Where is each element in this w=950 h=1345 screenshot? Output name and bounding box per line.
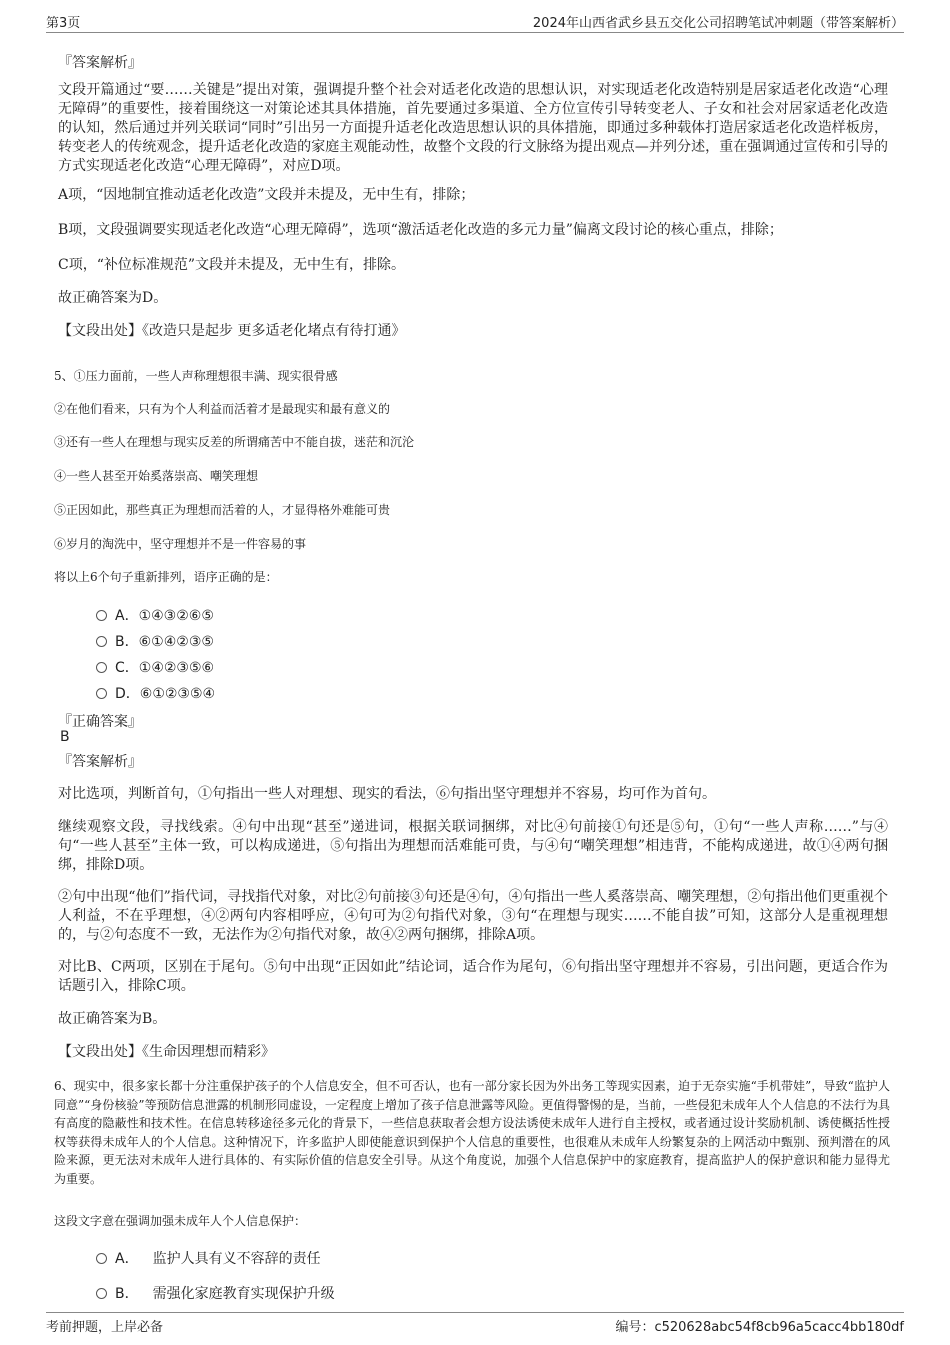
q4-analysis-option-c: C项，“补位标准规范”文段并未提及，无中生有，排除。: [58, 257, 406, 273]
q5-conclusion: 故正确答案为B。: [58, 1011, 167, 1027]
option-letter: B．: [115, 1286, 139, 1302]
page-header: [46, 10, 904, 33]
q4-analysis-heading: 『答案解析』: [58, 55, 142, 71]
q5-answer-heading: 『正确答案』: [58, 714, 142, 730]
document-code: [615, 1316, 904, 1335]
q4-analysis-paragraph: 文段开篇通过“要……关键是”提出对策，强调提升整个社会对适老化改造的思想认识，对实现适老化改造特别是居家适老化改造“心理无障碍”的重要性，接着围绕这一对策论述其具体措施，首先要通过多渠道、全方位宣传引导转变老人、子女和社会对居家适老化改造的认知，然后通过并列关联词“同时”引出另一方面提升适老化改造思想认识的具体措施，即通过多种载体打造居家适老化改造样板房，转变老人的传统观念，提升适老化改造的家庭主观能动性，故整个文段的行文脉络为提出观点—并列分述，重在强调通过宣传和引导的方式实现适老化改造“心理无障碍”，对应D项。: [58, 82, 888, 174]
q5-sentence-5: ⑤正因如此，那些真正为理想而活着的人，才显得格外难能可贵: [54, 503, 391, 517]
q5-analysis-paragraph-2: 继续观察文段，寻找线索。④句中出现“甚至”递进词，根据关联词捆绑，对比④句前接①句还是⑤句，①句“一些人声称……”与④句“一些人甚至”主体一致，可以构成递进，⑤句指出为理想而活难能可贵，与④句“嘲笑理想”相违背，不能构成递进，故①④两句捆绑，排除D项。: [58, 819, 888, 873]
code-label: 编号：: [615, 1320, 655, 1335]
option-text: ⑥①②③⑤④: [139, 686, 216, 702]
option-letter: A．: [115, 608, 139, 624]
q5-analysis-paragraph-1: 对比选项，判断首句，①句指出一些人对理想、现实的看法，⑥句指出坚守理想并不容易，均可作为首句。: [58, 786, 716, 802]
option-letter: B．: [115, 634, 139, 650]
page-number: 第3页: [46, 16, 81, 31]
q5-source: 【文段出处】《生命因理想而精彩》: [58, 1044, 275, 1060]
radio-button[interactable]: [96, 1288, 107, 1299]
footer-slogan: 考前押题，上岸必备: [46, 1320, 164, 1335]
q5-sentence-4: ④一些人甚至开始奚落崇高、嘲笑理想: [54, 469, 259, 483]
option-letter: D．: [115, 686, 140, 702]
q4-analysis-option-b: B项，文段强调要实现适老化改造“心理无障碍”，选项“激活适老化改造的多元力量”偏离文段讨论的核心重点，排除；: [58, 222, 783, 238]
q4-conclusion: 故正确答案为D。: [58, 290, 168, 306]
radio-button[interactable]: [96, 610, 107, 621]
option-letter: C．: [115, 660, 139, 676]
option-text: 监护人具有义不容辞的责任: [152, 1251, 321, 1267]
radio-button[interactable]: [96, 662, 107, 673]
q5-prompt: 将以上6个句子重新排列，语序正确的是：: [54, 570, 278, 584]
option-text: ⑥①④②③⑤: [138, 634, 214, 650]
q5-option-b[interactable]: [96, 631, 214, 651]
q5-option-d[interactable]: [96, 683, 215, 703]
q6-passage: 6、现实中，很多家长都十分注重保护孩子的个人信息安全，但不可否认，也有一部分家长因为外出务工等现实因素，迫于无奈实施“手机带娃”，导致“监护人同意”“身份核验”等预防信息泄露的机制形同虚设，一定程度上增加了孩子信息泄露等风险。更值得警惕的是，当前，一些侵犯未成年人个人信息的不法行为具有高度的隐蔽性和技术性。在信息转移途径多元化的背景下，一些信息获取者会想方设法诱使未成年人进行自主授权，或者通过设计奖励机制、诱使概括性授权等获得未成年人的个人信息。这种情况下，许多监护人即使能意识到保护个人信息的重要性，也很难从未成年人纷繁复杂的上网活动中甄别、预判潜在的风险来源，更无法对未成年人进行具体的、有实际价值的信息安全引导。从这个角度说，加强个人信息保护中的家庭教育，提高监护人的保护意识和能力显得尤为重要。: [54, 1079, 890, 1186]
q5-analysis-paragraph-3: ②句中出现“他们”指代词，寻找指代对象，对比②句前接③句还是④句，④句指出一些人奚落崇高、嘲笑理想，②句指出他们更重视个人利益，不在乎理想，④②两句内容相呼应，④句可为②句指代对象，③句“在理想与现实……不能自拔”可知，这部分人是重视理想的，与②句态度不一致，无法作为②句指代对象，故④②两句捆绑，排除A项。: [58, 889, 888, 943]
q5-answer: B: [60, 729, 70, 745]
radio-button[interactable]: [96, 636, 107, 647]
q4-analysis-option-a: A项，“因地制宜推动适老化改造”文段并未提及，无中生有，排除；: [58, 187, 475, 203]
document-title: 2024年山西省武乡县五交化公司招聘笔试冲刺题（带答案解析）: [532, 16, 904, 31]
q6-option-b[interactable]: [96, 1283, 335, 1303]
q5-option-a[interactable]: [96, 605, 214, 625]
q5-sentence-1: 5、①压力面前，一些人声称理想很丰满、现实很骨感: [54, 369, 338, 383]
q6-prompt: 这段文字意在强调加强未成年人个人信息保护：: [54, 1214, 307, 1228]
q5-analysis-heading: 『答案解析』: [58, 754, 142, 770]
radio-button[interactable]: [96, 1253, 107, 1264]
page-footer: [46, 1312, 904, 1333]
code-value: c520628abc54f8cb96a5cacc4bb180df: [654, 1320, 904, 1335]
q5-option-c[interactable]: [96, 657, 214, 677]
q4-source: 【文段出处】《改造只是起步 更多适老化堵点有待打通》: [58, 323, 406, 339]
radio-button[interactable]: [96, 688, 107, 699]
q6-option-a[interactable]: [96, 1248, 321, 1268]
q5-analysis-paragraph-4: 对比B、C两项，区别在于尾句。⑤句中出现“正因如此”结论词，适合作为尾句，⑥句指出坚守理想并不容易，引出问题，更适合作为话题引入，排除C项。: [58, 959, 888, 994]
option-letter: A．: [115, 1251, 139, 1267]
option-text: ①④②③⑤⑥: [138, 660, 215, 676]
q5-sentence-6: ⑥岁月的淘洗中，坚守理想并不是一件容易的事: [54, 537, 307, 551]
option-text: ①④③②⑥⑤: [138, 608, 214, 624]
q5-sentence-3: ③还有一些人在理想与现实反差的所谓痛苦中不能自拔，迷茫和沉沦: [54, 435, 415, 449]
option-text: 需强化家庭教育实现保护升级: [152, 1286, 335, 1302]
q5-sentence-2: ②在他们看来，只有为个人利益而活着才是最现实和最有意义的: [54, 402, 391, 416]
